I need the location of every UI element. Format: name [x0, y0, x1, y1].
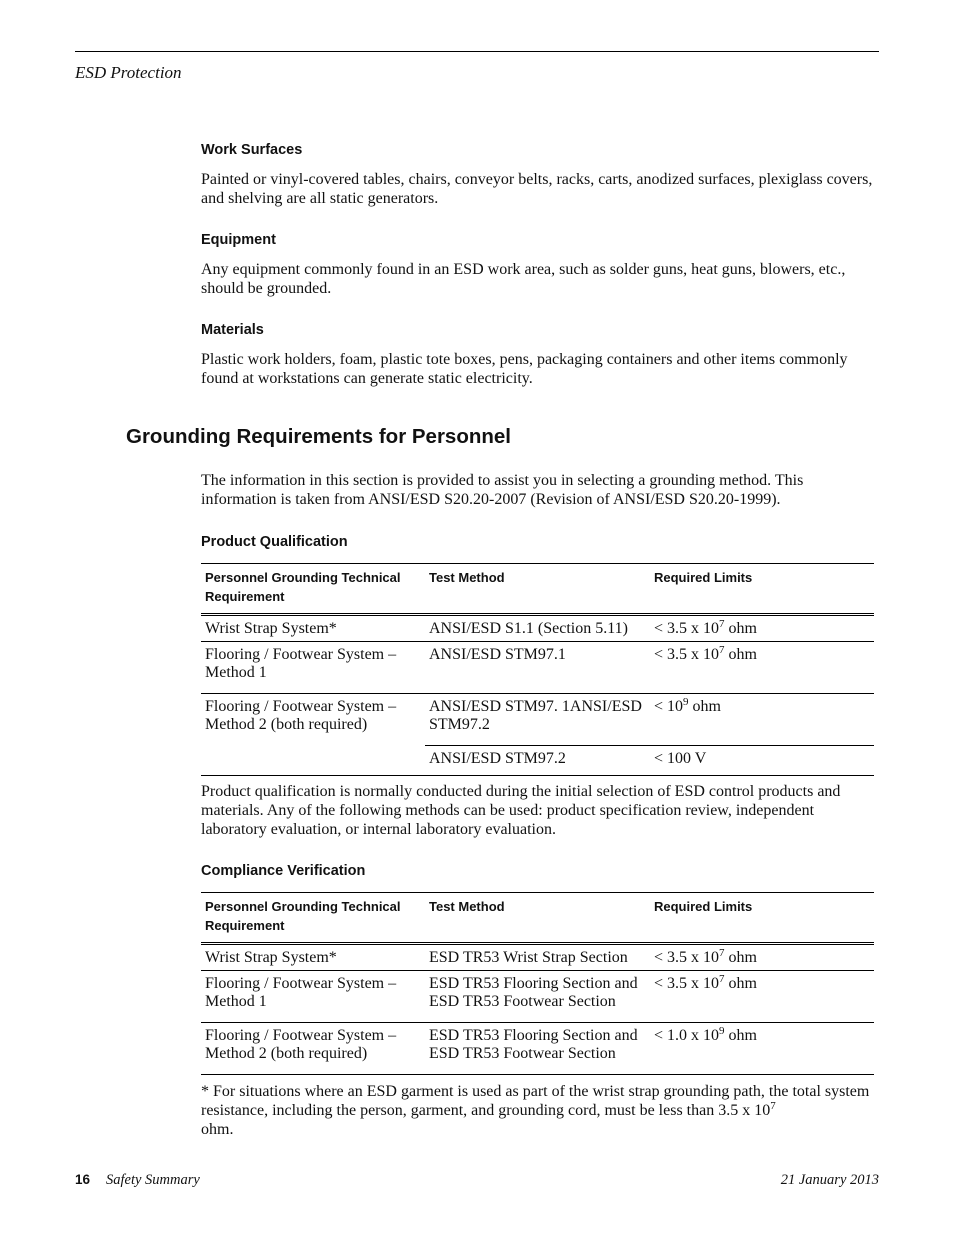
column-header-required-limits: Required Limits	[650, 564, 874, 615]
footer-page-number: 16	[75, 1172, 91, 1187]
table-row	[201, 642, 874, 694]
column-header-required-limits: Required Limits	[650, 893, 874, 944]
limit-base: < 3.5 x 10	[654, 949, 720, 966]
product-qualification-table	[201, 563, 874, 776]
required-limit-cell	[650, 642, 874, 694]
grounding-intro-text: The information in this section is provided to assist you in selecting a grounding method. This information is taken from ANSI/ESD S20.20-2007 (Revision of ANSI/ESD S20.20-1999).	[201, 472, 804, 508]
limit-unit: ohm	[724, 1027, 757, 1044]
required-limit-cell	[650, 1023, 874, 1075]
requirement-cell: Flooring / Footwear System – Method 2 (both required)	[201, 694, 425, 776]
limit-unit: ohm	[688, 698, 721, 715]
limit-base: < 3.5 x 10	[654, 620, 720, 637]
limit-base: < 10	[654, 698, 684, 715]
equipment-text: Any equipment commonly found in an ESD work area, such as solder guns, heat guns, blowers, etc., should be grounded.	[201, 261, 846, 297]
test-method-cell: ANSI/ESD STM97.2	[425, 746, 650, 776]
materials-text: Plastic work holders, foam, plastic tote boxes, pens, packaging containers and other items commonly found at workstations can generate static electricity.	[201, 351, 848, 387]
test-method-cell: ANSI/ESD STM97.1	[425, 642, 650, 694]
table-header-row	[201, 564, 874, 615]
requirement-cell: Flooring / Footwear System – Method 1	[201, 642, 425, 694]
column-header-test-method: Test Method	[425, 893, 650, 944]
limit-unit: ohm	[724, 620, 757, 637]
table-row	[201, 694, 874, 746]
required-limit-cell: < 100 V	[650, 746, 874, 776]
required-limit-cell	[650, 615, 874, 642]
limit-exponent: 7	[719, 947, 725, 959]
test-method-cell: ESD TR53 Flooring Section and ESD TR53 Footwear Section	[425, 971, 650, 1023]
test-method-cell: ESD TR53 Wrist Strap Section	[425, 944, 650, 971]
test-method-cell: ESD TR53 Flooring Section and ESD TR53 Footwear Section	[425, 1023, 650, 1075]
footnote	[201, 1082, 879, 1139]
requirement-cell: Flooring / Footwear System – Method 2 (both required)	[201, 1023, 425, 1075]
limit-base: < 3.5 x 10	[654, 646, 720, 663]
limit-base: < 3.5 x 10	[654, 975, 720, 992]
column-header-requirement: Personnel Grounding Technical Requirement	[201, 893, 425, 944]
footnote-text: * For situations where an ESD garment is used as part of the wrist strap grounding path, the total system resistance, including the person, garment, and grounding cord, must be less than 3.5 x 10	[201, 1083, 870, 1119]
test-method-cell: ANSI/ESD STM97. 1ANSI/ESD STM97.2	[425, 694, 650, 746]
column-header-test-method: Test Method	[425, 564, 650, 615]
footnote-exponent: 7	[770, 1100, 776, 1112]
limit-unit: ohm	[724, 949, 757, 966]
required-limit-cell	[650, 944, 874, 971]
grounding-section-title: Grounding Requirements for Personnel	[126, 425, 511, 448]
footnote-tail: ohm.	[201, 1121, 234, 1138]
table-header-row	[201, 893, 874, 944]
limit-exponent: 7	[719, 644, 725, 656]
limit-exponent: 7	[719, 973, 725, 985]
running-header-title: ESD Protection	[75, 63, 182, 82]
table-row	[201, 944, 874, 971]
work-surfaces-text: Painted or vinyl-covered tables, chairs, conveyor belts, racks, carts, anodized surfaces, plexiglass covers, and shelving are all static generators.	[201, 171, 873, 207]
work-surfaces-heading: Work Surfaces	[201, 142, 303, 158]
test-method-cell: ANSI/ESD S1.1 (Section 5.11)	[425, 615, 650, 642]
equipment-heading: Equipment	[201, 232, 276, 248]
footer-section-title: Safety Summary	[106, 1172, 200, 1188]
column-header-requirement: Personnel Grounding Technical Requirement	[201, 564, 425, 615]
requirement-cell: Wrist Strap System*	[201, 944, 425, 971]
table-row	[201, 971, 874, 1023]
requirement-cell: Wrist Strap System*	[201, 615, 425, 642]
materials-heading: Materials	[201, 322, 264, 338]
table-row	[201, 1023, 874, 1075]
product-qualification-heading: Product Qualification	[201, 534, 348, 550]
limit-unit: ohm	[724, 646, 757, 663]
requirement-cell: Flooring / Footwear System – Method 1	[201, 971, 425, 1023]
limit-exponent: 7	[719, 618, 725, 630]
compliance-verification-table	[201, 892, 874, 1075]
header-rule	[75, 51, 879, 52]
table-row	[201, 615, 874, 642]
limit-base: < 1.0 x 10	[654, 1027, 720, 1044]
product-qualification-note: Product qualification is normally conducted during the initial selection of ESD control products and materials. Any of the following methods can be used: product specification review, independent laboratory evaluation, or internal laboratory evaluation.	[201, 783, 841, 838]
compliance-verification-heading: Compliance Verification	[201, 863, 366, 879]
required-limit-cell	[650, 971, 874, 1023]
footer-date: 21 January 2013	[780, 1172, 879, 1188]
required-limit-cell	[650, 694, 874, 746]
limit-unit: ohm	[724, 975, 757, 992]
limit-exponent: 9	[683, 696, 689, 708]
limit-exponent: 9	[719, 1025, 725, 1037]
